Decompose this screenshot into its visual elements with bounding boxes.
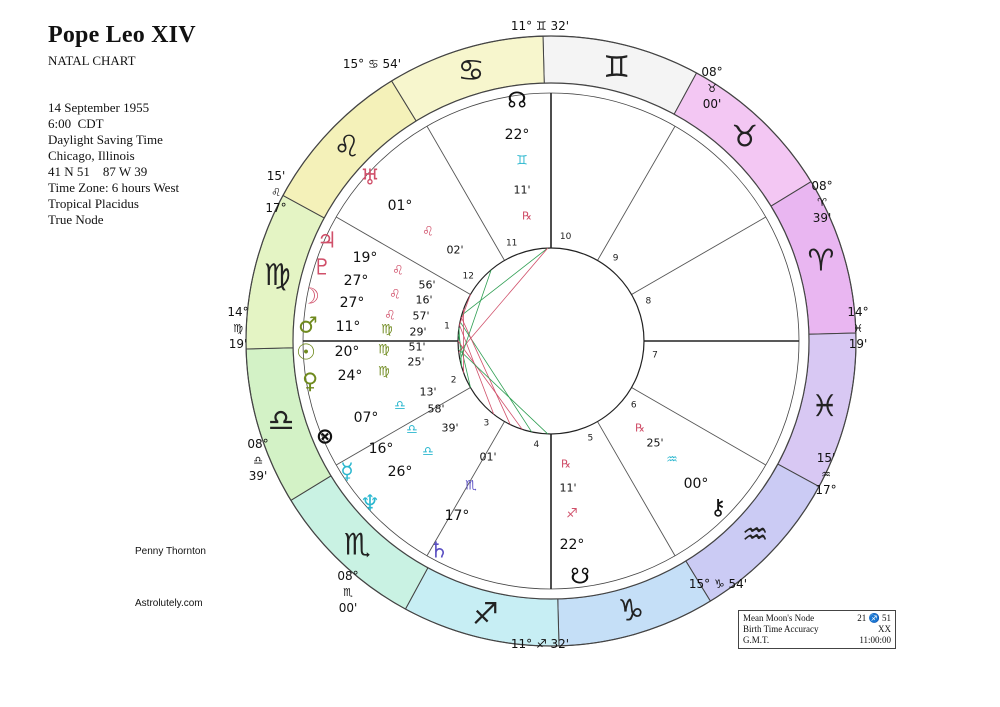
birth-time: 6:00 CDT — [48, 116, 104, 131]
info-label: Mean Moon's Node — [743, 613, 815, 623]
mars-icon: ♂ — [298, 313, 318, 339]
planet-minutes: 16' — [415, 293, 433, 307]
cusp-minutes: 19' — [848, 337, 868, 351]
node-type: True Node — [48, 212, 104, 227]
planet-minutes: 29' — [409, 325, 427, 339]
north-node-icon: ☊ — [507, 88, 527, 114]
planet-sign: ♎ — [394, 398, 406, 414]
cusp-sign: ♏ — [343, 586, 353, 599]
cusp-sign: ♎ — [253, 454, 263, 467]
planet-sign: ♐ — [566, 506, 578, 522]
planet-sign: ♒ — [666, 452, 678, 468]
planet-sign: ♎ — [422, 444, 434, 460]
cusp-degree: 08° — [811, 179, 833, 193]
planet-minutes: 57' — [412, 309, 430, 323]
planet-sign: ♍ — [378, 364, 390, 380]
website-credit: Astrolutely.com — [135, 598, 203, 609]
cusp-degree: 08° — [337, 569, 359, 583]
retrograde-marker: ℞ — [522, 209, 532, 223]
info-label: Birth Time Accuracy — [743, 624, 819, 634]
cusp-sign: ♓ — [853, 322, 863, 335]
planet-sign: ♌ — [392, 263, 404, 279]
cusp-label-text: 15° ♑ 54' — [688, 577, 748, 591]
cusp-label-text: 11° ♊ 32' — [510, 19, 570, 33]
planet-degree: 16° — [368, 441, 394, 457]
house-number: 3 — [483, 418, 490, 429]
info-value: 11:00:00 — [859, 635, 891, 645]
planet-degree: 22° — [504, 127, 530, 143]
cusp-label-text: 11° ♐ 32' — [510, 637, 570, 651]
birth-date: 14 September 1955 — [48, 100, 150, 115]
planet-degree: 27° — [343, 273, 369, 289]
cusp-label-upper-left — [343, 57, 401, 71]
house-number: 9 — [612, 253, 619, 264]
sign-glyph-virgo: ♍ — [263, 257, 291, 293]
planet-degree: 19° — [352, 250, 378, 266]
house-system: Tropical Placidus — [48, 196, 139, 211]
cusp-label-top — [511, 19, 569, 33]
cusp-sign: ♍ — [233, 322, 243, 335]
retrograde-marker: ℞ — [635, 421, 645, 435]
cusp-degree: 15' — [266, 169, 286, 183]
sun-icon: ☉ — [296, 340, 316, 366]
sign-glyph-scorpio: ♏ — [343, 527, 371, 563]
house-number: 10 — [559, 232, 572, 243]
cusp-sign: ♌ — [271, 186, 281, 199]
cusp-minutes: 00' — [702, 97, 722, 111]
planet-degree: 22° — [559, 537, 585, 553]
sign-glyph-cancer: ♋ — [457, 53, 485, 89]
sign-glyph-pisces: ♓ — [811, 389, 839, 425]
planet-minutes: 01' — [479, 450, 497, 464]
planet-minutes: 25' — [407, 355, 425, 369]
mercury-icon: ☿ — [340, 459, 354, 485]
house-number: 6 — [630, 400, 637, 411]
cusp-minutes: 17° — [265, 201, 287, 215]
planet-degree: 24° — [337, 368, 363, 384]
planet-sign: ♍ — [378, 342, 390, 358]
house-number: 11 — [505, 238, 518, 249]
cusp-label-bottom — [511, 637, 569, 651]
sign-glyph-taurus: ♉ — [731, 119, 759, 155]
house-number: 4 — [533, 439, 540, 450]
author-name: Penny Thornton — [135, 546, 206, 557]
planet-degree: 07° — [353, 410, 379, 426]
jupiter-icon: ♃ — [317, 228, 337, 254]
house-number: 2 — [450, 375, 457, 386]
cusp-sign: ♈ — [817, 196, 827, 209]
time-zone: Time Zone: 6 hours West — [48, 180, 180, 195]
info-value: 21 ♐ 51 — [857, 613, 891, 623]
planet-sign: ♏ — [465, 478, 477, 494]
planet-sign: ♎ — [406, 422, 418, 438]
cusp-degree: 08° — [247, 437, 269, 451]
birth-place: Chicago, Illinois — [48, 148, 135, 163]
cusp-degree: 14° — [227, 305, 249, 319]
planet-minutes: 25' — [646, 436, 664, 450]
planet-degree: 01° — [387, 198, 413, 214]
cusp-minutes: 00' — [338, 601, 358, 615]
planet-minutes: 56' — [418, 278, 436, 292]
sign-glyph-aquarius: ♒ — [741, 517, 769, 553]
coordinates: 41 N 51 87 W 39 — [48, 164, 148, 179]
cusp-label-lower-left — [337, 569, 358, 615]
cusp-minutes: 17° — [815, 483, 837, 497]
planet-sign: ♌ — [422, 224, 434, 240]
cusp-sign: ♒ — [821, 468, 831, 481]
house-number: 1 — [444, 321, 450, 332]
cusp-label-left — [227, 305, 248, 351]
planet-sign: ♊ — [516, 153, 528, 169]
south-node-icon: ☋ — [570, 564, 590, 590]
cusp-degree: 14° — [847, 305, 869, 319]
pluto-icon: ♇ — [312, 255, 332, 281]
cusp-minutes: 39' — [812, 211, 832, 225]
planet-minutes: 58' — [427, 402, 445, 416]
cusp-label-text: 15° ♋ 54' — [342, 57, 402, 71]
aspect-circle — [458, 248, 644, 434]
planet-sign: ♌ — [389, 287, 401, 303]
part-of-fortune-icon: ⊗ — [315, 424, 335, 450]
planet-sign: ♌ — [384, 308, 396, 324]
sign-glyph-capricorn: ♑ — [617, 593, 645, 629]
cusp-degree: 08° — [701, 65, 723, 79]
uranus-icon: ♅ — [360, 165, 380, 191]
venus-icon: ♀ — [301, 369, 319, 395]
planet-minutes: 13' — [419, 385, 437, 399]
planet-sign: ♍ — [381, 322, 393, 338]
sign-glyph-leo: ♌ — [333, 129, 361, 165]
planet-degree: 17° — [444, 508, 470, 524]
planet-degree: 27° — [339, 295, 365, 311]
cusp-label-left-lower — [247, 437, 268, 483]
cusp-degree: 15' — [816, 451, 836, 465]
cusp-label-lower-right — [689, 577, 747, 591]
planet-minutes: 11' — [559, 481, 577, 495]
planet-degree: 11° — [335, 319, 361, 335]
cusp-minutes: 19' — [228, 337, 248, 351]
chart-title: Pope Leo XIV — [48, 22, 196, 48]
chiron-icon: ⚷ — [709, 495, 727, 521]
planet-degree: 00° — [683, 476, 709, 492]
planet-minutes: 02' — [446, 243, 464, 257]
info-value: XX — [878, 624, 891, 634]
sign-glyph-sagittarius: ♐ — [471, 597, 499, 633]
planet-minutes: 11' — [513, 183, 531, 197]
planet-minutes: 51' — [408, 340, 426, 354]
house-number: 8 — [645, 296, 652, 307]
planet-degree: 26° — [387, 464, 413, 480]
chart-subtitle: NATAL CHART — [48, 53, 136, 68]
neptune-icon: ♆ — [360, 491, 380, 517]
sign-glyph-gemini: ♊ — [603, 49, 631, 85]
retrograde-marker: ℞ — [561, 457, 571, 471]
moon-icon: ☽ — [300, 284, 320, 310]
house-number: 5 — [587, 433, 594, 444]
dst-note: Daylight Saving Time — [48, 132, 163, 147]
cusp-sign: ♉ — [707, 82, 717, 95]
house-number: 7 — [652, 350, 658, 361]
saturn-icon: ♄ — [429, 538, 449, 564]
sign-glyph-aries: ♈ — [807, 243, 835, 279]
planet-degree: 20° — [334, 344, 360, 360]
sign-glyph-libra: ♎ — [267, 403, 295, 439]
cusp-label-left-upper — [265, 169, 286, 215]
cusp-minutes: 39' — [248, 469, 268, 483]
info-label: G.M.T. — [743, 635, 770, 645]
planet-minutes: 39' — [441, 421, 459, 435]
house-number: 12 — [462, 271, 474, 282]
